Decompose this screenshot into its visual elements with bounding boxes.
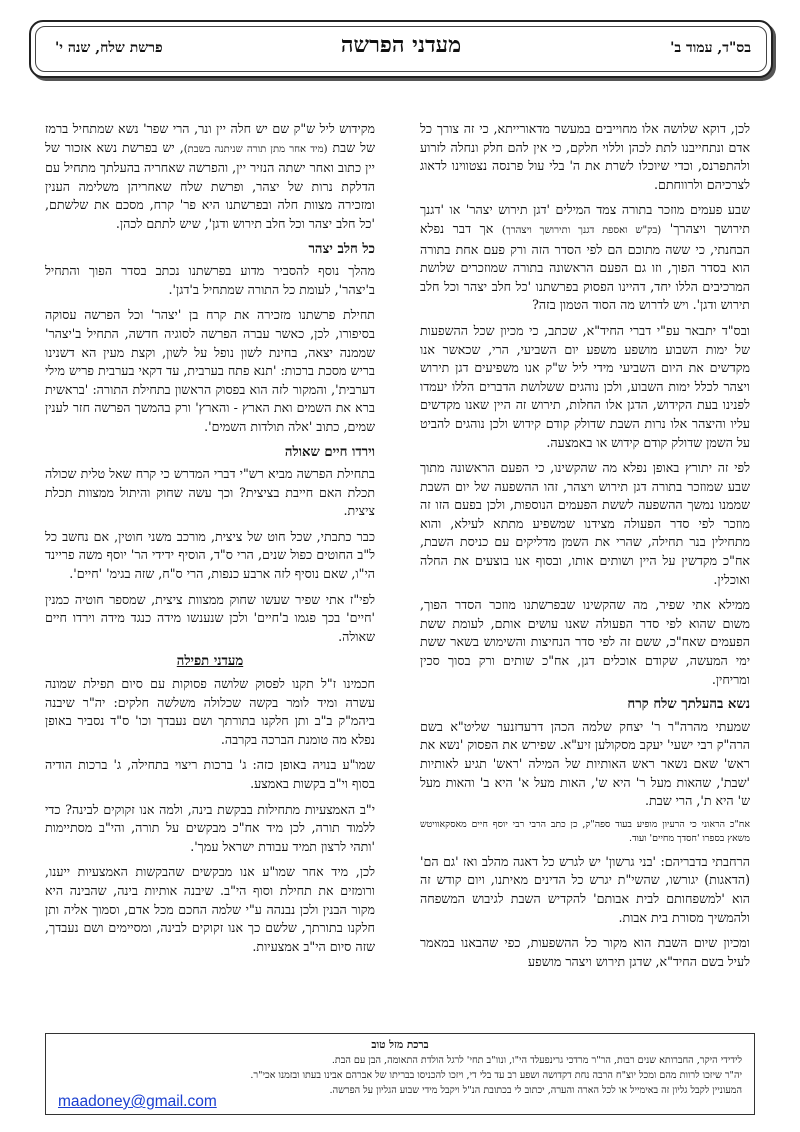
paragraph: שמו"ע בנויה באופן כזה: ג' ברכות ריצוי בתחילה, ג' ברכות הודיה בסוף וי"ב בקשות באמצע.: [45, 757, 375, 791]
paragraph: לפי זה יתורץ באופן נפלא מה שהקשינו, כי הפעם הראשונה מתוך שבע שמוזכר בתורה דגן תירוש ויצהר, זהו ההשפעה של יום השבת שממנו נמשך ההשפעה לששת הפעמים הנוספות, ולכן בפעם הזו זה מוזכר לפי סדר הפעולה מצידנו שמשפיע מתתא לעילא, והוא מתחילין בנר תחילה, שהרי את השמן מדליקים עם כניסת השבת, אח"כ מקדשין על היין ושותים אותו, ובסוף אנו בוצעים את החלה ואוכלין.: [420, 460, 750, 587]
footer-line: יה"ר שיזכו לרוות מהם ומכל יוצ"ח הרבה נחת דקדושה ושפע רב עד בלי די, ויזכו להכניסו בבריתו של אברהם אבינו בעתו ובזמנו אכי"ר.: [250, 1070, 742, 1081]
newsletter-title: מעדני הפרשה: [340, 32, 462, 58]
paragraph: לכן, מיד אחר שמו"ע אנו מבקשים שהבקשות האמצעיות ייענו, ורומזים את תחילת וסוף הי"ב. שיבנה אותיות בינה, שהבינה היא מקור הבנין ולכן נבנהה ע"י שלמה החכם מכל אדם, וסמוך אליה ותן חלקנו בתורתך, שלשם כך אנו זקוקים לבינה, ומסיימים ושם נעבדך, שזה סיום הי"ב אמצעיות.: [45, 864, 375, 954]
paragraph: שמעתי מהרה"ר ר' יצחק שלמה הכהן דרעדזנער שליט"א בשם הרה"ק רבי ישעי' יעקב מסקולען זיע"א. שפירש את הפסוק 'נשא את ראש' שאם נשאר ראש האותיות של המילה 'ראש' תגיע לאותיות 'שבת', שהאות מעל ר' היא ש', האות מעל א' היא ב' והאות מעל ש' היא ת', הרי שבת.: [420, 718, 750, 809]
section-heading: מעדני תפילה: [176, 654, 244, 670]
inline-citation: (בק"ש ואספת דגנך ותירושך ויצהרך): [501, 224, 662, 236]
paragraph: תחילת פרשתנו מזכירה את קרח בן 'יצהר' וכל הפרשה עסוקה בסיפורו, לכן, כאשר עברה הפרשה לסוגיה חדשה, התחיל ב'יצהר' שממנה יצאה, בחינת לשון נופל על לשון, וקצת מעין הא דשנינו בריש מסכת ברכות: 'תנא פתח בערבית, עד דקאי בערבית פריש מילי דערבית', והמקור לזה הוא בפסוק הראשון בתחילת התורה: 'בראשית ברא את השמים ואת הארץ - והארץ' ורק בהמשך הפרשה חזר לענין שמים, כתוב 'אלה תולדות השמים'.: [45, 307, 375, 434]
paragraph: שבע פעמים מוזכר בתורה צמד המילים 'דגן תירוש יצהר' או 'דגנך תירושך ויצהרך' (בק"ש ואספת דגנך ותירושך ויצהרך) אך דבר נפלא הבחנתי, כי ששה מתוכם הם לפי הסדר הזה ורק פעם אחת בתורה הוא בסדר הפוך, וזו גם הפעם הראשונה בתורה שמוזכרים שלושת המרכיבים הללו יחד, דהיינו הפסוק בפרשתנו 'כל חלב יצהר וכל חלב תירוש ודגן'. ויש לדרוש מה הסוד הטמון בזה?: [420, 202, 750, 313]
paragraph: כבר כתבתי, שכל חוט של ציצית, מורכב משני חוטין, אם נחשב כל ל"ב החוטים כפול שנים, הרי ס"ד, הוסיף ידידי הר' יוסף משה פריינד הי"ו, שאם נוסיף לזה ארבע כנפות, הרי ס"ח, שזה בגימ' 'חיים'.: [45, 528, 375, 582]
paragraph: ובס"ד יתבאר עפ"י דברי החיד"א, שכתב, כי מכיון שכל ההשפעות של ימות השבוע מושפע משפע יום השביעי, הרי, שכאשר אנו מקדשים את היום השביעי מידי ליל ש"ק אנו משפיעים דגן תירוש ויצהר לכלל ימות השבוע, ולכן נוהגים ששלושת הדברים הללו יעמדו לפנינו בעת הקידוש, הדגן אלו החלות, תירוש זה היין שאנו מקדשים עליו והיצהר אלו נרות השבת שדולק קודם קידוש ולכן נוהגים להביט על השמן שדולק קודם קידוש או באמצעה.: [420, 322, 750, 450]
footer-line: לידידי היקר, החברותא שנים רבות, הר"ר מרדכי גרינפעלד הי"ו, ונוו"ב תחי' לרגל הולדת התאומה, הבן עם הבת.: [331, 1055, 742, 1066]
paragraph: חכמינו ז"ל תקנו לפסוק שלושה פסוקות עם סיום תפילת שמונה עשרה ומיד לומר בקשה שכלולה משלשה חלקים: יה"ר שיבנה ביהמ"ק ב"ב ותן חלקנו בתורתך ושם נעבדך וכו' ס"ד נסביר באופן נפלא מה טומנת הברכה בקרבה.: [45, 676, 375, 747]
paragraph: הרחבתי בדבריהם: 'בני גרשון' יש לגרש כל דאגה מהלב ואז 'גם הם' (הדאגות) יגורשו, שהשי"ת יגרש כל הדינים מאיתנו, ויום קודש זה הוא 'למשפחותם לבית אבותם' להקדיש השבת לגיבוש המשפחה ולהמשיך מסורת בית אבות.: [420, 853, 750, 925]
paragraph: י"ב האמצעיות מתחילות בבקשת בינה, ולמה אנו זקוקים לבינה? כדי ללמוד תורה, לכן מיד אח"כ מבקשים על תורה, והי"ב מסתיימות 'ותהי לרצון תמיד עבודת ישראל עמך'.: [45, 801, 375, 854]
right-column: [420, 120, 750, 1025]
paragraph: מקידוש ליל ש"ק שם יש חלה יין ונר, הרי שפר' נשא שמתחיל ברמז של שבת (מיד אחר מתן תורה שניתנה בשבת), יש בפרשת נשא אזכור של יין כתוב ואחר ישתה הנזיר יין, והפרשה שאחריה בהעלתך מתחיל עם הדלקת נרות של יצהר, ופרשת שלח שאחריהן משלימה הענין ומזכירה מצוות חלה ובפרשתנו היא פר' קרח, מסכם את שלשתם, 'כל חלב יצהר וכל חלב תירוש ודגן', שיש לתתם לכהן.: [45, 121, 375, 231]
inline-citation: (מיד אחר מתן תורה שניתנה בשבת): [183, 143, 328, 155]
paragraph: מהלך נוסף להסביר מדוע בפרשתנו נכתב בסדר הפוך והתחיל ב'יצהר', לעומת כל התורה שמתחיל ב'דגן'.: [45, 263, 375, 297]
section-heading: נשא בהעלתך שלח קרח: [627, 697, 750, 713]
paragraph: ומכיון שיום השבת הוא מקור כל ההשפעות, כפי שהבאנו במאמר לעיל בשם החיד"א, שדגן תירוש ויצהר מושפע: [420, 935, 750, 969]
page-number-label: בס"ד, עמוד ב': [670, 40, 751, 56]
section-heading: כל חלב יצהר: [308, 241, 375, 257]
paragraph: לכן, דוקא שלושה אלו מחוייבים במעשר מדאורייתא, כי זה צורך כל אדם ונתחייבנו לתת לכהן וללוי חלקם, כי אין להם חלק ונחלה לזרוע ולהתפרנס, וכדי שיוכלו לשרת את ה' בלי עול פרנסה נצטווינו לדאוג לצרכיהם ולרווחתם.: [420, 121, 750, 192]
footer-title: ברכת מזל טוב: [371, 1039, 429, 1051]
page-header: [29, 20, 773, 78]
paragraph: לפי"ז אתי שפיר שעשו שחוק ממצוות ציצית, שמספר חוטיה כמנין 'חיים' בכך פגמו ב'חיים' ולכן שנענשו מידה כנגד מידה וירדו חיים שאולה.: [45, 591, 375, 644]
paragraph: בתחילת הפרשה מביא רש"י דברי המדרש כי קרח שאל טלית שכולה תכלת האם חייבת בציצית? וכך עשה שחוק והיתול ממצוות תכלת ציצית.: [45, 466, 375, 519]
email-link[interactable]: maadoney@gmail.com: [58, 1093, 217, 1110]
paragraph: ממילא אתי שפיר, מה שהקשינו שבפרשתנו מוזכר הסדר הפוך, משום שהוא לפי סדר הפעולה שאנו עושים אותם, לעומת ששת הפעמים שאח"כ, ששם זה לפי סדר הנחיצות והשימוש בשאר ששת ימי המעשה, שקודם אוכלים דגן, אח"כ שותים ורק בסוך סכין ומריחין.: [420, 597, 750, 687]
section-heading: וירדו חיים שאולה: [284, 444, 375, 460]
source-note: אח"כ הראוני כי הרעיון מופיע בעוד ספה"ק, כן כתב הרבי רבי יוסף חיים מאסקאוויטש משאץ בספרו 'חסדך מחיים' ועוד.: [420, 818, 750, 844]
parsha-label: פרשת שלח, שנה י': [55, 40, 163, 56]
footer-box: [45, 1033, 755, 1115]
left-column: [45, 120, 375, 1025]
footer-line: המעוניין לקבל גליון זה באימייל או לכל הארה והערה, יכתוב לי בכתובת הנ"ל ויקבל מידי שבוע הגליון על הפרשה.: [329, 1085, 742, 1096]
